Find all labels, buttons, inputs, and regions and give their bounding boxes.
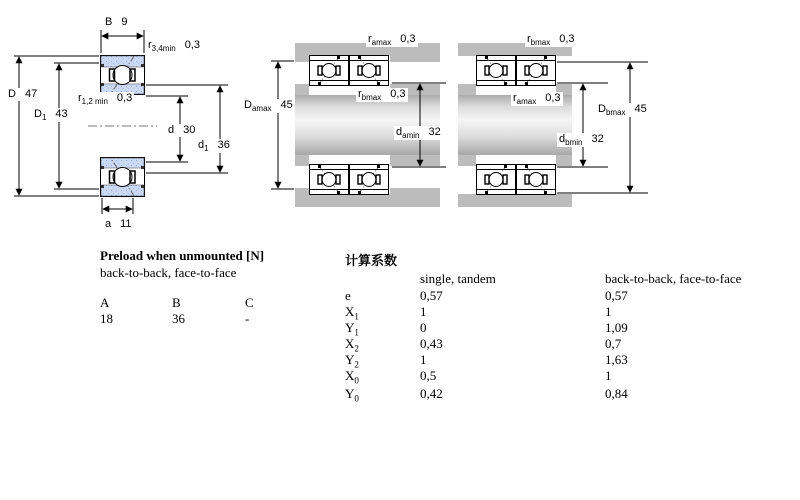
factor-value-single: 1 (420, 304, 427, 319)
dim-value: 45 (280, 99, 293, 111)
dim-sub: amin (402, 131, 420, 141)
dim-base: r (513, 92, 517, 104)
factor-value-single: 0,42 (420, 386, 443, 401)
dim-sub: amax (371, 38, 392, 48)
dim-base: d (198, 139, 205, 151)
dim-base: d (396, 126, 403, 138)
dim-base: r (527, 33, 531, 45)
preload-subtitle: back-to-back, face-to-face (100, 265, 237, 280)
dim-label-dbmin (557, 133, 606, 147)
dim-label-r34min (146, 39, 202, 53)
dim-value: 11 (120, 218, 132, 230)
dim-sub: bmin (565, 138, 583, 148)
dim-value: 47 (24, 88, 38, 100)
dim-value: 32 (591, 133, 604, 145)
bearing-cross-section (477, 165, 516, 195)
dim-sub: bmax (530, 38, 551, 48)
factor-row-label: $X_0$ (345, 368, 359, 386)
figure3-mounted-pair-b (458, 43, 648, 207)
dim-label-D1 (32, 108, 70, 122)
preload-col-A: A (100, 295, 110, 310)
dim-base: D (244, 99, 252, 111)
dim-base: r (78, 92, 82, 104)
factor-value-back: 0,57 (605, 288, 628, 303)
bearing-cross-section (310, 165, 349, 195)
factor-value-single: 0 (420, 320, 427, 335)
preload-value-B: 36 (172, 311, 185, 326)
dim-base: B (105, 16, 113, 28)
preload-title: Preload when unmounted [N] (100, 248, 265, 263)
dim-value: 45 (634, 103, 647, 115)
factors-col-back-to-back: back-to-back, face-to-face (605, 271, 742, 286)
dim-sub: 3,4min (151, 44, 176, 54)
dim-base: r (148, 39, 152, 51)
factor-row-label: $Y_2$ (345, 352, 359, 370)
dim-label-rbmax (356, 88, 408, 102)
preload-value-C: - (245, 311, 250, 326)
dim-value: 9 (121, 16, 128, 28)
bearing-section-top (101, 56, 145, 95)
dim-label-a (103, 218, 134, 231)
factor-row-label: $X_1$ (345, 304, 359, 322)
dim-label-Damax (242, 99, 295, 113)
dim-base: r (358, 88, 362, 100)
dim-base: d (168, 124, 175, 136)
factor-value-back: 1,63 (605, 352, 628, 367)
figure2-mounted-pair-a (271, 43, 446, 207)
dim-label-ramax (366, 33, 418, 47)
preload-col-C: C (245, 295, 254, 310)
preload-table (100, 248, 350, 338)
shaft (295, 95, 440, 155)
factor-value-back: 0,84 (605, 386, 628, 401)
dim-value: 0,3 (545, 92, 561, 104)
bearing-cross-section (477, 56, 516, 86)
dim-sub: bmax (361, 93, 382, 103)
dim-sub: 1,2 min (81, 97, 108, 107)
factor-row-label: e (345, 288, 351, 303)
bearing-cross-section (350, 165, 389, 195)
factor-row-label: $Y_1$ (345, 320, 359, 338)
factor-value-single: 0,57 (420, 288, 443, 303)
dim-value: 32 (428, 126, 441, 138)
calculation-factors-table (345, 250, 795, 410)
dim-label-D (6, 88, 39, 101)
dim-sub: bmax (605, 108, 626, 118)
dim-value: 36 (217, 139, 230, 151)
dim-sub: 1 (204, 144, 209, 154)
dim-base: r (368, 33, 372, 45)
bearing-cross-section (517, 165, 556, 195)
dim-value: 0,3 (116, 92, 133, 104)
factor-row-label: $Y_0$ (345, 386, 359, 404)
dim-value: 43 (55, 108, 68, 120)
preload-value-A: 18 (100, 311, 113, 326)
factor-value-single: 1 (420, 352, 427, 367)
dim-sub: amax (251, 104, 272, 114)
dim-value: 0,3 (390, 88, 406, 100)
dim-label-ramax-2 (511, 92, 563, 106)
bearing-cross-section (310, 56, 349, 86)
dim-value: 0,3 (400, 33, 416, 45)
dim-label-B (103, 16, 129, 29)
dim-base: d (559, 133, 566, 145)
factor-value-single: 0,43 (420, 336, 443, 351)
preload-col-B: B (172, 295, 181, 310)
dim-label-rbmax-2 (525, 33, 577, 47)
bearing-cross-section (350, 56, 389, 86)
dim-sub: amax (516, 97, 537, 107)
dim-sub: 1 (41, 113, 47, 123)
dim-label-d1 (196, 139, 232, 153)
dim-base: D (8, 88, 16, 100)
factor-value-single: 0,5 (420, 368, 437, 383)
housing-bottom (458, 194, 572, 207)
factor-value-back: 0,7 (605, 336, 622, 351)
factor-value-back: 1,09 (605, 320, 628, 335)
factors-title: 计算系数 (345, 253, 398, 268)
factor-value-back: 1 (605, 304, 612, 319)
dim-label-damin (394, 126, 443, 140)
dim-value: 0,3 (184, 39, 200, 51)
dim-base: a (105, 218, 112, 230)
factor-value-back: 1 (605, 368, 612, 383)
dim-label-d (166, 124, 197, 137)
bearing-section-bottom (101, 158, 145, 197)
dim-label-r12min (76, 92, 134, 106)
bearing-cross-section (517, 56, 556, 86)
dim-base: D (34, 108, 42, 120)
factors-col-single-tandem: single, tandem (420, 271, 496, 286)
factor-row-label: $X_2$ (345, 336, 359, 354)
housing-bottom (295, 194, 440, 207)
dim-label-Dbmax (596, 103, 649, 117)
dim-value: 0,3 (559, 33, 575, 45)
dim-base: D (598, 103, 606, 115)
dim-value: 30 (183, 124, 196, 136)
